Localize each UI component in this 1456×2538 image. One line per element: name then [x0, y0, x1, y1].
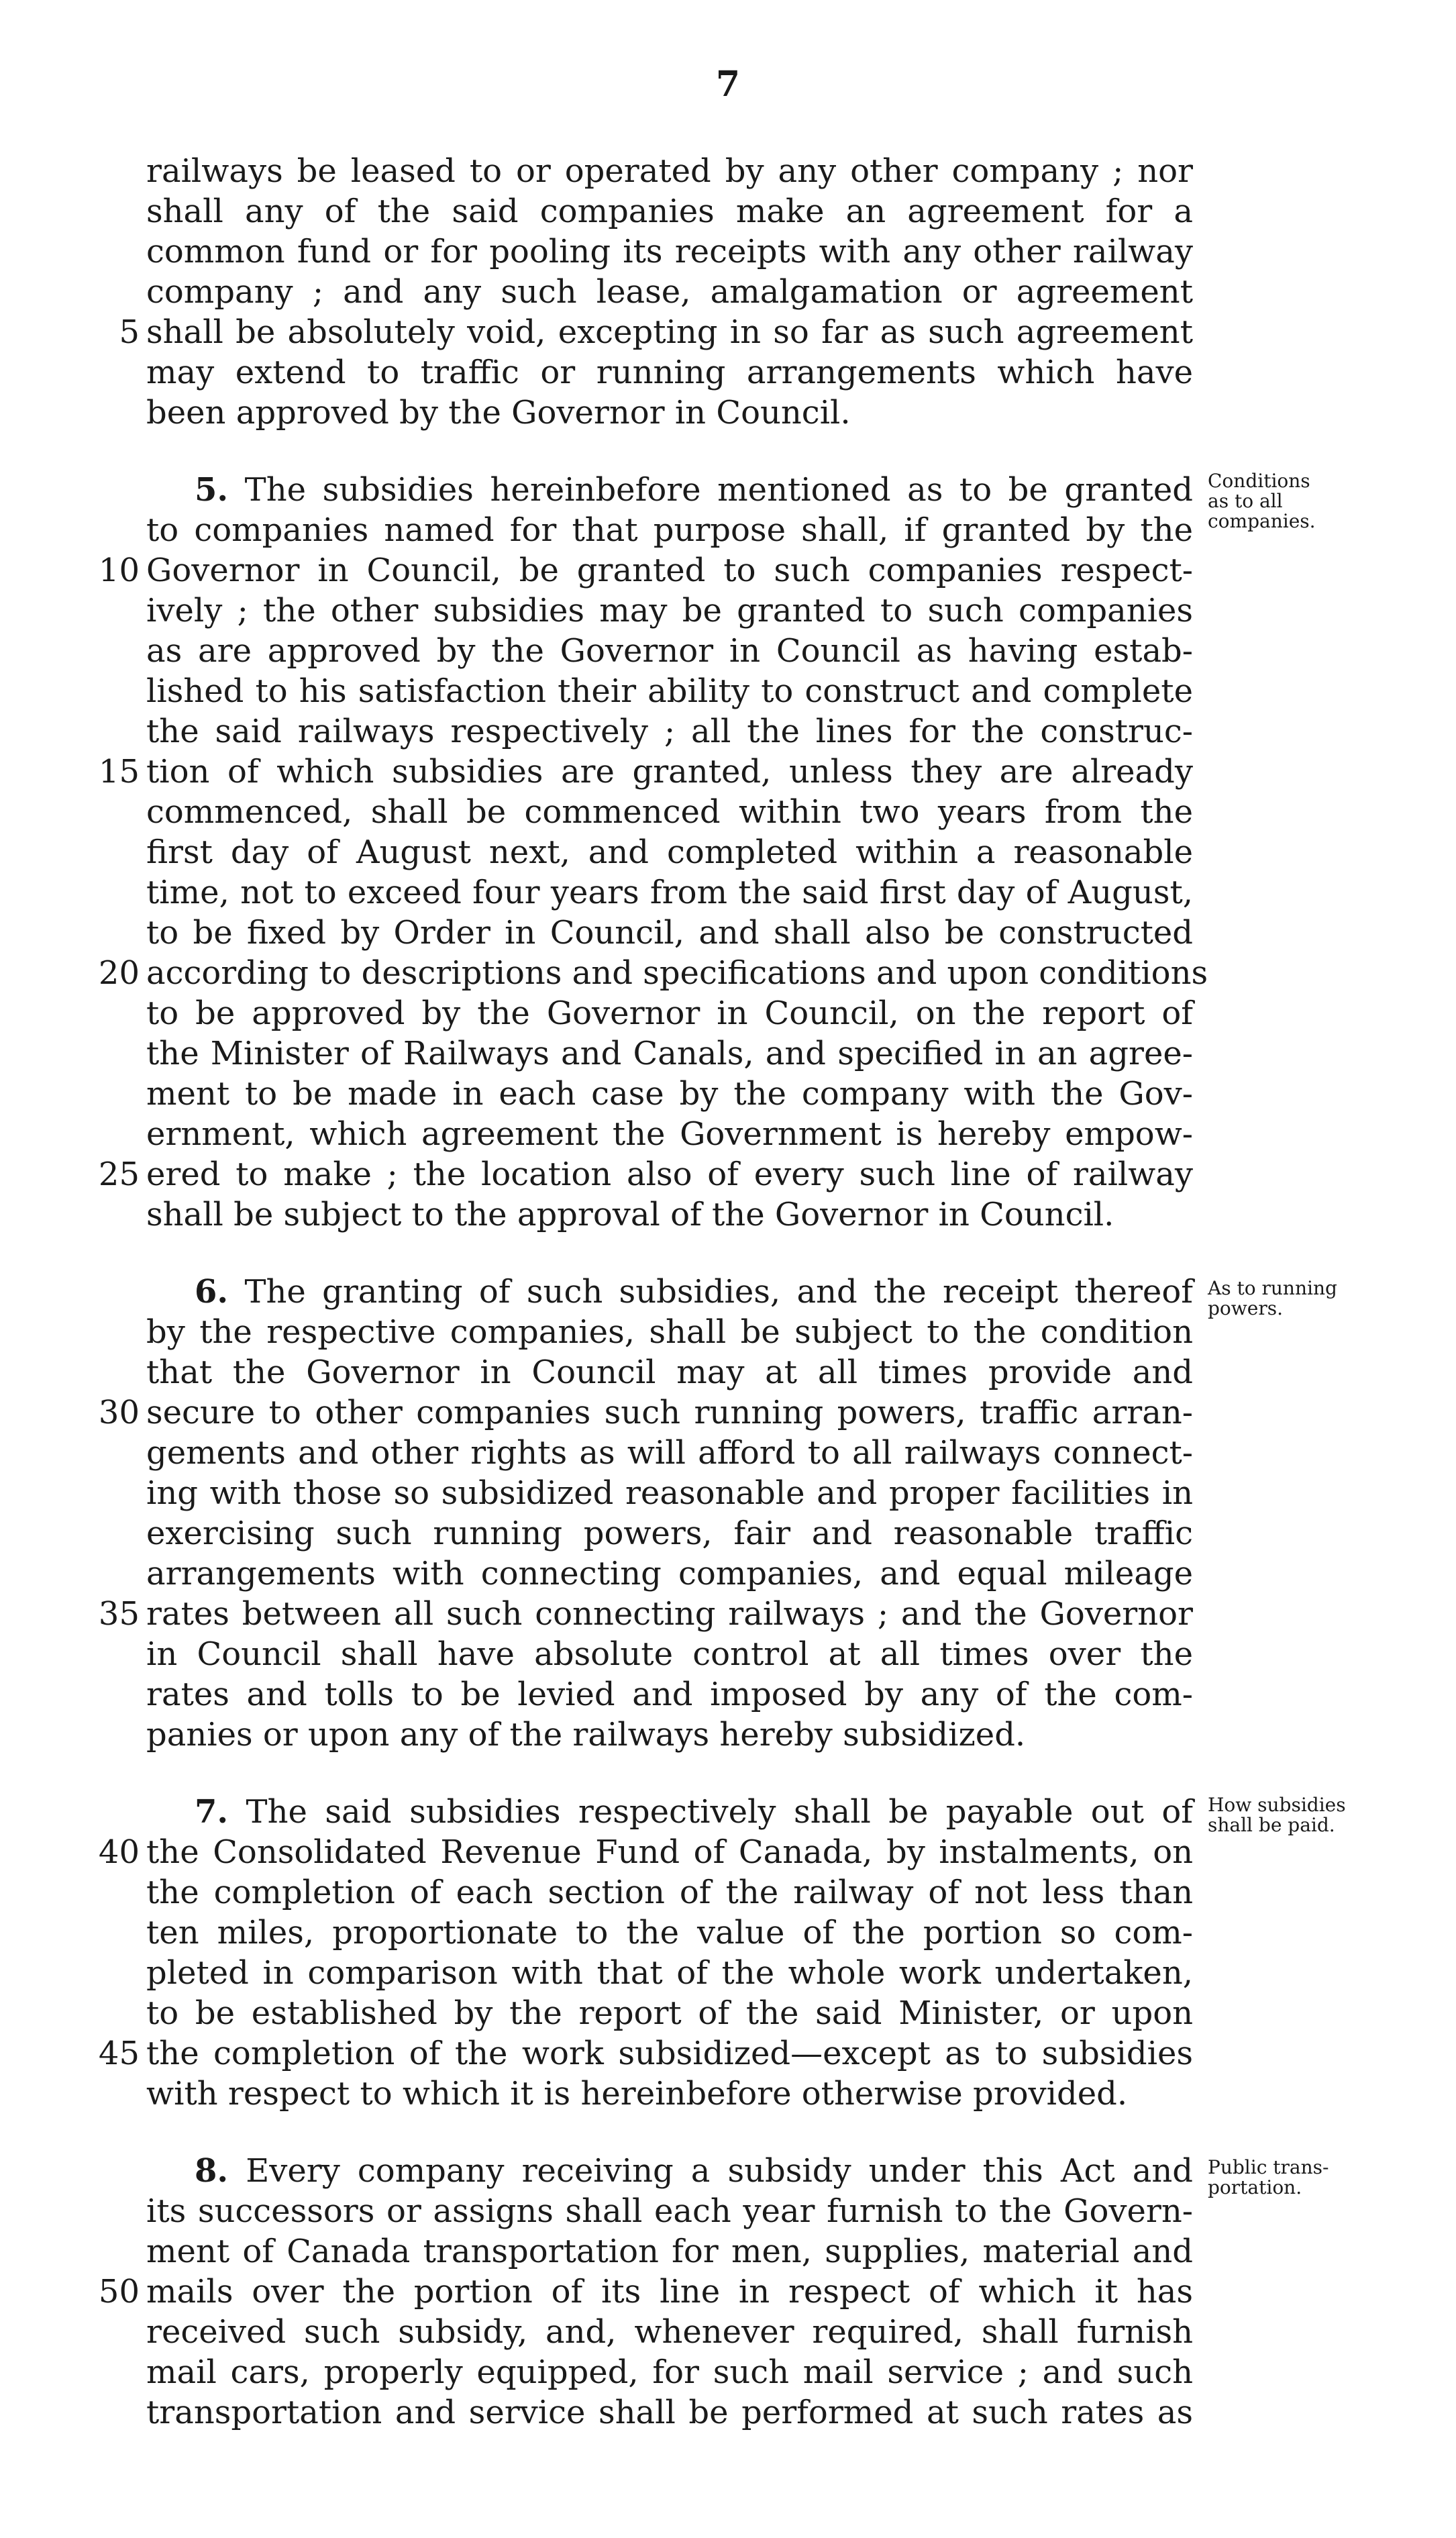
text-line: lished to his satisfaction their ability to construct and complete: [146, 672, 1193, 710]
line-number: 35: [98, 1595, 140, 1633]
line-number: 40: [98, 1833, 140, 1871]
text-line: tion of which subsidies are granted, unless they are already: [146, 753, 1193, 791]
text-line: ively ; the other subsidies may be granted to such companies: [146, 592, 1193, 629]
page-number: 7: [715, 64, 741, 105]
text-line: the Consolidated Revenue Fund of Canada, by instalments, on: [146, 1833, 1193, 1871]
text-line: with respect to which it is hereinbefore otherwise provided.: [146, 2075, 1128, 2113]
text-line: in Council shall have absolute control at all times over the: [146, 1635, 1193, 1673]
text-line: by the respective companies, shall be subject to the condition: [146, 1313, 1193, 1351]
section-number: 6.: [195, 1273, 229, 1311]
marginal-note: How subsidies shall be paid.: [1208, 1794, 1346, 1836]
text-line: rates and tolls to be levied and imposed by any of the com-: [146, 1676, 1193, 1713]
line-number: 20: [98, 954, 140, 992]
text-line: arrangements with connecting companies, and equal mileage: [146, 1555, 1193, 1592]
line-number: 15: [98, 753, 140, 791]
section-number: 5.: [195, 471, 229, 509]
line-number: 50: [98, 2273, 140, 2311]
text-line: mail cars, properly equipped, for such mail service ; and such: [146, 2353, 1193, 2391]
text-line: ment of Canada transportation for men, supplies, material and: [146, 2233, 1193, 2270]
section-first-line: 5. The subsidies hereinbefore mentioned as to be granted: [195, 471, 1193, 509]
section-first-line: 8. Every company receiving a subsidy under this Act and: [195, 2152, 1193, 2190]
text-line: ered to make ; the location also of every such line of railway: [146, 1156, 1193, 1193]
line-number: 25: [98, 1156, 140, 1193]
text-line: may extend to traffic or running arrangements which have: [146, 354, 1193, 391]
text-line: time, not to exceed four years from the said first day of August,: [146, 874, 1193, 911]
text-line: common fund or for pooling its receipts with any other railway: [146, 233, 1193, 270]
marginal-note: As to running powers.: [1208, 1277, 1337, 1319]
text-line: the completion of each section of the railway of not less than: [146, 1874, 1193, 1911]
text-line: gements and other rights as will afford to all railways connect-: [146, 1434, 1193, 1472]
text-line: commenced, shall be commenced within two years from the: [146, 793, 1193, 831]
text-line: received such subsidy, and, whenever required, shall furnish: [146, 2313, 1193, 2351]
text-line: exercising such running powers, fair and reasonable traffic: [146, 1515, 1193, 1552]
section-number: 8.: [195, 2152, 229, 2190]
text-line: according to descriptions and specifications and upon conditions: [146, 954, 1208, 992]
text-line: rates between all such connecting railways ; and the Governor: [146, 1595, 1193, 1633]
text-line: the said railways respectively ; all the lines for the construc-: [146, 713, 1193, 750]
text-line: its successors or assigns shall each year furnish to the Govern-: [146, 2192, 1193, 2230]
text-line: as are approved by the Governor in Council as having estab-: [146, 632, 1193, 670]
line-number: 45: [98, 2035, 140, 2072]
section-first-line: 7. The said subsidies respectively shall be payable out of: [195, 1793, 1193, 1831]
section-number: 7.: [195, 1793, 229, 1831]
marginal-note: Conditions as to all companies.: [1208, 470, 1316, 532]
text-line: shall be subject to the approval of the Governor in Council.: [146, 1196, 1114, 1233]
text-line: to companies named for that purpose shall, if granted by the: [146, 511, 1193, 549]
text-line: ten miles, proportionate to the value of the portion so com-: [146, 1914, 1193, 1951]
line-number: 10: [98, 552, 140, 589]
text-line: to be fixed by Order in Council, and shall also be constructed: [146, 914, 1193, 952]
text-line: the completion of the work subsidized—except as to subsidies: [146, 2035, 1193, 2072]
text-line: Governor in Council, be granted to such companies respect-: [146, 552, 1193, 589]
text-line: pleted in comparison with that of the whole work undertaken,: [146, 1954, 1193, 1992]
text-line: been approved by the Governor in Council.: [146, 394, 851, 432]
section-first-line: 6. The granting of such subsidies, and the receipt thereof: [195, 1273, 1193, 1311]
text-line: secure to other companies such running powers, traffic arran-: [146, 1394, 1193, 1431]
text-line: transportation and service shall be performed at such rates as: [146, 2394, 1193, 2431]
marginal-note: Public trans- portation.: [1208, 2156, 1329, 2198]
line-number: 30: [98, 1394, 140, 1431]
text-line: ment to be made in each case by the company with the Gov-: [146, 1075, 1193, 1113]
text-line: railways be leased to or operated by any other company ; nor: [146, 152, 1193, 190]
text-line: first day of August next, and completed within a reasonable: [146, 833, 1193, 871]
text-line: to be approved by the Governor in Council, on the report of: [146, 995, 1193, 1032]
text-line: shall be absolutely void, excepting in so far as such agreement: [146, 313, 1193, 351]
text-line: ing with those so subsidized reasonable and proper facilities in: [146, 1474, 1193, 1512]
text-line: panies or upon any of the railways hereby subsidized.: [146, 1716, 1026, 1754]
text-line: that the Governor in Council may at all times provide and: [146, 1354, 1193, 1391]
line-number: 5: [119, 313, 140, 351]
text-line: shall any of the said companies make an agreement for a: [146, 193, 1193, 230]
text-line: mails over the portion of its line in respect of which it has: [146, 2273, 1193, 2311]
text-line: the Minister of Railways and Canals, and specified in an agree-: [146, 1035, 1193, 1072]
text-line: to be established by the report of the said Minister, or upon: [146, 1994, 1193, 2032]
text-line: company ; and any such lease, amalgamation or agreement: [146, 273, 1193, 311]
text-line: ernment, which agreement the Government is hereby empow-: [146, 1115, 1193, 1153]
